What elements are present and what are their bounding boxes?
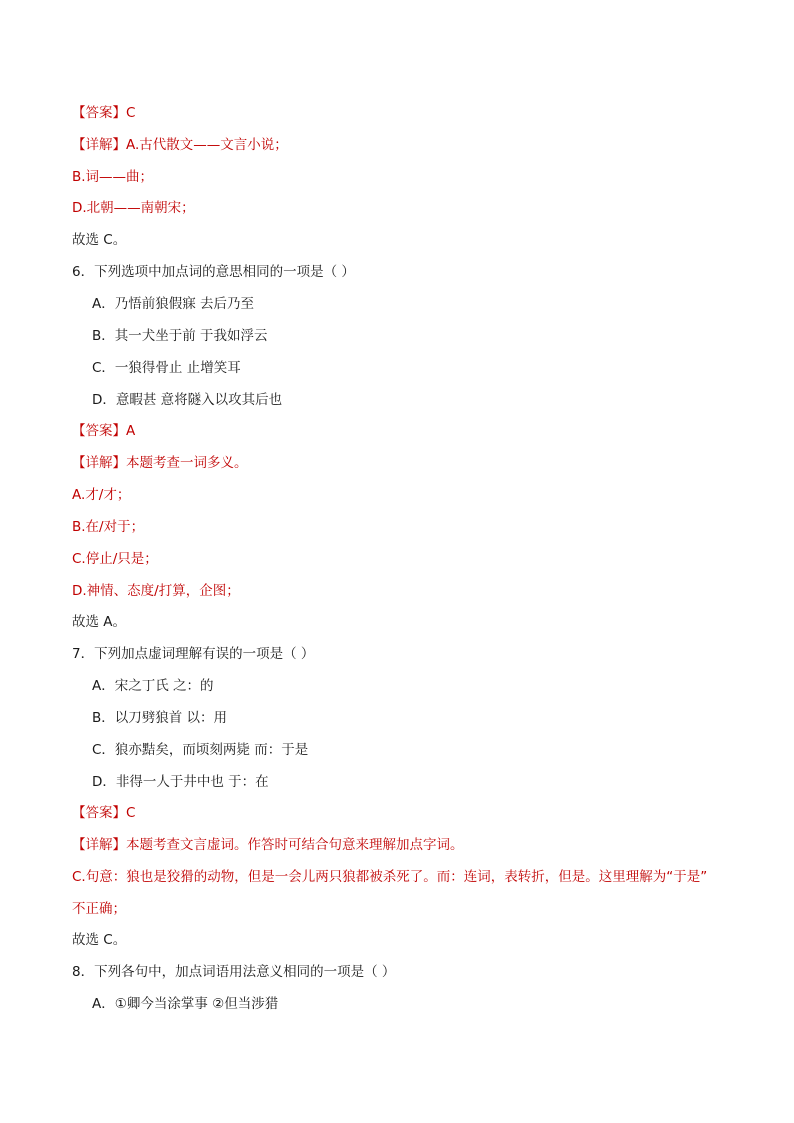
explanation-line: C.句意：狼也是狡猾的动物，但是一会儿两只狼都被杀死了。而：连词，表转折，但是。这里理解为“于是” [72, 869, 708, 885]
conclusion-line: 故选 C。 [72, 932, 127, 948]
conclusion-line: 故选 A。 [72, 614, 127, 630]
explanation-line: B.词——曲； [72, 169, 154, 185]
question-7: 7．下列加点虚词理解有误的一项是（ ） [72, 646, 315, 662]
detail-line [72, 835, 464, 855]
answer-tag: 【答案】 [72, 423, 126, 439]
explanation-line: A.才/才； [72, 487, 131, 503]
question-6-option-b: B．其一犬坐于前 于我如浮云 [92, 328, 268, 344]
explanation-line: D.北朝——南朝宋； [72, 200, 195, 216]
question-8: 8．下列各句中，加点词语用法意义相同的一项是（ ） [72, 964, 396, 980]
question-7-option-c: C．狼亦黠矣，而顷刻两毙 而：于是 [92, 742, 309, 758]
question-6: 6．下列选项中加点词的意思相同的一项是（ ） [72, 264, 355, 280]
question-7-option-a: A．宋之丁氏 之：的 [92, 678, 214, 694]
explanation-line: B.在/对于； [72, 519, 145, 535]
answer-value: C [126, 805, 136, 821]
detail-line [72, 135, 288, 155]
question-7-option-b: B．以刀劈狼首 以：用 [92, 710, 228, 726]
detail-tag: 【详解】 [72, 455, 126, 471]
answer-line [72, 421, 135, 441]
answer-value: C [126, 105, 136, 121]
explanation-line: C.停止/只是； [72, 551, 158, 567]
question-6-option-a: A．乃悟前狼假寐 去后乃至 [92, 296, 255, 312]
answer-value: A [126, 423, 136, 439]
question-8-option-a: A．①卿今当涂掌事 ②但当涉猎 [92, 996, 279, 1012]
answer-line [72, 103, 135, 123]
detail-line [72, 453, 248, 473]
detail-tag: 【详解】 [72, 837, 126, 853]
conclusion-line: 故选 C。 [72, 232, 127, 248]
detail-text: A.古代散文——文言小说； [126, 137, 288, 153]
explanation-line: D.神情、态度/打算，企图； [72, 583, 240, 599]
detail-tag: 【详解】 [72, 137, 126, 153]
answer-tag: 【答案】 [72, 105, 126, 121]
question-6-option-c: C．一狼得骨止 止增笑耳 [92, 360, 241, 376]
explanation-line: 不正确； [72, 901, 126, 917]
question-7-option-d: D．非得一人于井中也 于：在 [92, 774, 269, 790]
detail-text: 本题考查一词多义。 [126, 455, 248, 471]
answer-tag: 【答案】 [72, 805, 126, 821]
answer-line [72, 803, 135, 823]
detail-text: 本题考查文言虚词。作答时可结合句意来理解加点字词。 [126, 837, 464, 853]
question-6-option-d: D．意暇甚 意将隧入以攻其后也 [92, 392, 283, 408]
